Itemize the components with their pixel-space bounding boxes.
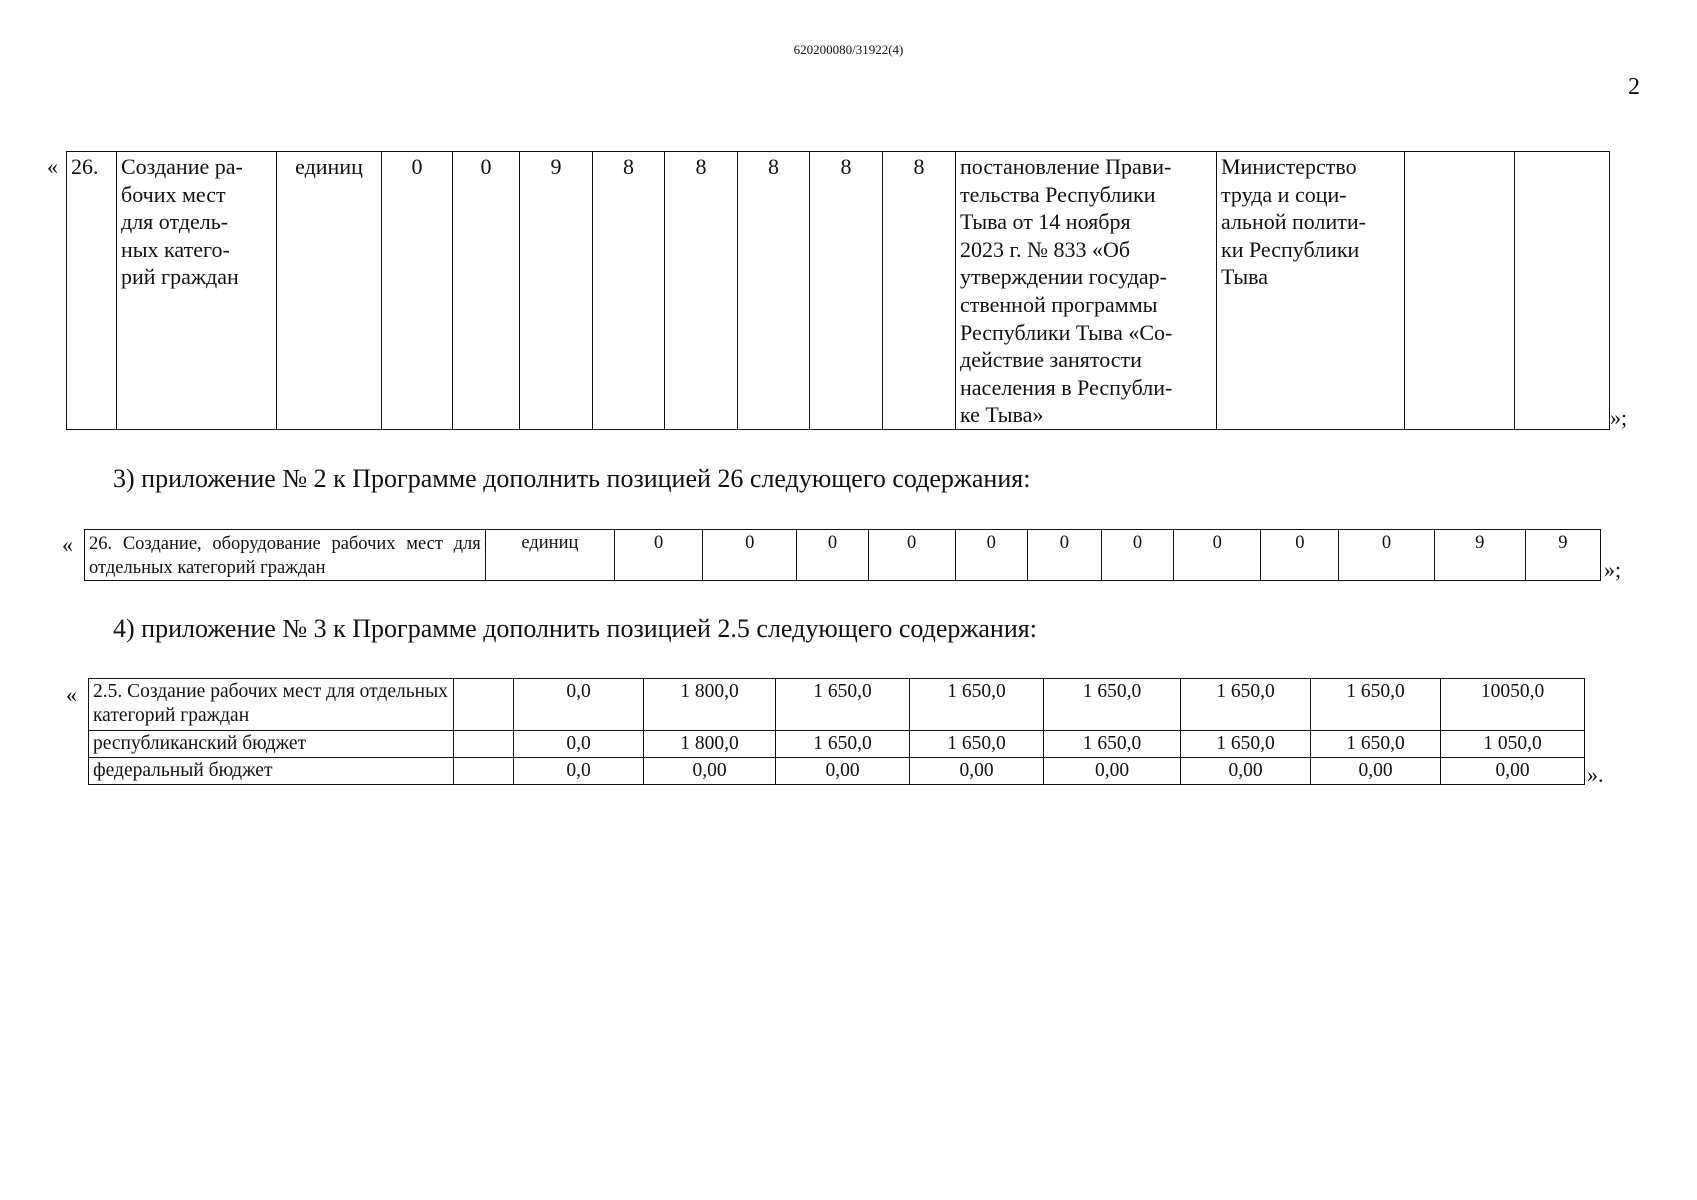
value-cell: 0	[868, 530, 955, 581]
amount-cell: 1 650,0	[1044, 731, 1181, 758]
value-cell: 0	[615, 530, 703, 581]
value-cell: 0	[382, 152, 453, 430]
value-cell: 8	[883, 152, 956, 430]
value-cell: 0	[1174, 530, 1261, 581]
amount-cell: 0,0	[514, 731, 644, 758]
amount-cell: 1 650,0	[1311, 679, 1441, 731]
position-number: 26.	[67, 152, 117, 430]
indicators-table	[66, 151, 1610, 430]
amount-cell: 1 650,0	[1181, 731, 1311, 758]
amount-cell: 1 800,0	[644, 679, 776, 731]
table-row	[67, 152, 1610, 430]
amount-cell: 1 650,0	[910, 731, 1044, 758]
value-cell: 8	[738, 152, 810, 430]
table1-close-quote: »;	[1610, 405, 1628, 430]
value-cell: 0	[1339, 530, 1434, 581]
table3-close-quote: ».	[1587, 762, 1604, 787]
value-cell: 0	[1101, 530, 1173, 581]
amount-cell: 1 650,0	[910, 679, 1044, 731]
amount-cell: 0,00	[1181, 758, 1311, 785]
equipment-table	[84, 529, 1601, 581]
value-cell: 0	[703, 530, 797, 581]
table-row	[89, 679, 1585, 731]
amount-cell: 1 650,0	[1181, 679, 1311, 731]
amount-cell: 0,00	[776, 758, 910, 785]
value-cell: 0	[1027, 530, 1101, 581]
amount-cell: 0,00	[644, 758, 776, 785]
value-cell: 8	[593, 152, 665, 430]
responsible-cell: Министерство труда и соци- альной полити- ки Республики Тыва	[1217, 152, 1405, 430]
amount-cell: 0,00	[1044, 758, 1181, 785]
document-id: 620200080/31922(4)	[793, 42, 904, 57]
amendment-heading-4: 4) приложение № 3 к Программе дополнить позицией 2.5 следующего содержания:	[113, 614, 1037, 643]
table2-open-quote: «	[62, 532, 73, 557]
value-cell: 9	[1525, 530, 1600, 581]
budget-source-name: федеральный бюджет	[89, 758, 454, 785]
amount-cell: 1 650,0	[776, 731, 910, 758]
value-cell: 0	[453, 152, 520, 430]
table-row	[89, 731, 1585, 758]
measure-name: 2.5. Создание рабочих мест для отдельных категорий граждан	[89, 679, 454, 731]
amount-cell: 1 650,0	[776, 679, 910, 731]
table-row	[89, 758, 1585, 785]
indicator-name: Создание ра- бочих мест для отдель- ных катего- рий граждан	[117, 152, 277, 430]
table2-close-quote: »;	[1604, 557, 1622, 582]
amount-cell: 0,0	[514, 679, 644, 731]
amount-cell: 10050,0	[1441, 679, 1585, 731]
value-cell: 9	[1434, 530, 1525, 581]
amount-cell: 1 050,0	[1441, 731, 1585, 758]
value-cell: 8	[665, 152, 738, 430]
amount-cell: 1 650,0	[1311, 731, 1441, 758]
legal-document-cell: постановление Прави- тельства Республики Тыва от 14 ноября 2023 г. № 833 «Об утверждении государ- ственной программы Республики Тыва «Со- действие занятости населения в Республи- ке Тыва»	[956, 152, 1217, 430]
value-cell: 0	[955, 530, 1027, 581]
amount-cell: 0,00	[1311, 758, 1441, 785]
table-row	[85, 530, 1601, 581]
value-cell: 9	[520, 152, 593, 430]
value-cell: 8	[810, 152, 883, 430]
empty-cell	[454, 679, 514, 731]
budget-source-name: республиканский бюджет	[89, 731, 454, 758]
amount-cell: 0,00	[910, 758, 1044, 785]
empty-cell	[1515, 152, 1610, 430]
table1-open-quote: «	[47, 154, 58, 179]
table3-open-quote: «	[66, 682, 77, 707]
unit-cell: единиц	[277, 152, 382, 430]
empty-cell	[454, 731, 514, 758]
financing-table	[88, 678, 1585, 785]
amount-cell: 0,00	[1441, 758, 1585, 785]
amount-cell: 1 650,0	[1044, 679, 1181, 731]
value-cell: 0	[1261, 530, 1339, 581]
amount-cell: 0,0	[514, 758, 644, 785]
unit-cell: единиц	[485, 530, 614, 581]
value-cell: 0	[797, 530, 868, 581]
empty-cell	[454, 758, 514, 785]
amendment-heading-3: 3) приложение № 2 к Программе дополнить позицией 26 следующего содержания:	[113, 464, 1031, 493]
empty-cell	[1405, 152, 1515, 430]
amount-cell: 1 800,0	[644, 731, 776, 758]
page-number: 2	[1628, 74, 1640, 100]
position-name: 26. Создание, оборудование рабочих мест для отдельных категорий граждан	[85, 530, 486, 581]
